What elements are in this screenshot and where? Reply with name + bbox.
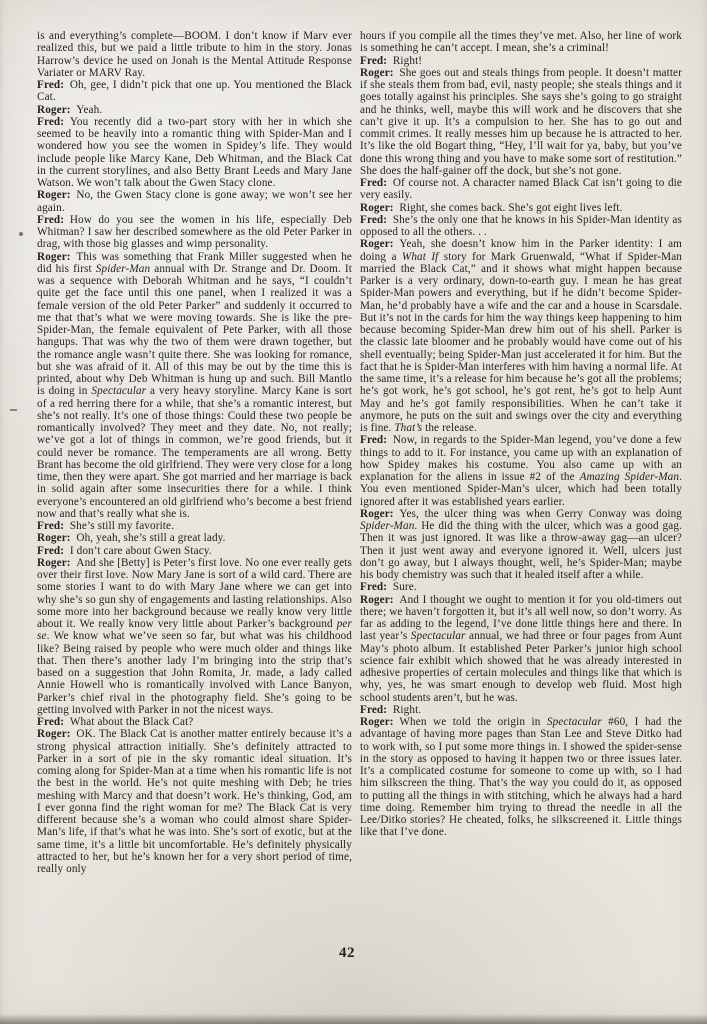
italic-title-text: What If (401, 250, 439, 263)
paragraph-text: I don’t care about Gwen Stacy. (69, 544, 212, 557)
interview-paragraph (37, 116, 352, 190)
paragraph-text: And I thought we ought to mention it for you old-timers out there; we haven’t forgotten it, but it’s all well now, so don’t worry. As far as adding to the legend, I’ve done little things here and there. In last year’s (360, 593, 682, 643)
paragraph-text: And she [Betty] is Peter’s first love. No one ever really gets over their first love. Now Mary Jane is sort of a wild card. There are some stories I want to do with Mary Jane where we can get into why she’s so gun shy of engagements and lasting relationships. Also some more into her background because we really know very little about it. We really know very little about Parker’s background (37, 556, 352, 630)
interview-paragraph (37, 79, 352, 104)
interview-paragraph (360, 177, 682, 202)
interview-paragraph (360, 30, 682, 55)
page-bottom-shadow (0, 1015, 707, 1024)
paragraph-text: Oh, gee, I didn’t pick that one up. You mentioned the Black Cat. (37, 79, 352, 104)
speaker-label: Roger: (360, 238, 394, 251)
speaker-label: Roger: (360, 593, 394, 606)
paragraph-text: How do you see the women in his life, especially Deb Whitman? I saw her described somewhere as the old Peter Parker in drag, with those big glasses and wimp personality. (37, 213, 352, 251)
interview-paragraph (37, 214, 352, 251)
speaker-label: Roger: (37, 103, 71, 116)
speaker-label: Roger: (37, 728, 71, 741)
paragraph-text: Sure. (392, 581, 417, 594)
paragraph-text: What about the Black Cat? (69, 716, 194, 728)
paragraph-text: the release. (422, 422, 477, 434)
interview-paragraph (360, 202, 682, 214)
italic-title-text: per se (37, 618, 352, 643)
paragraph-text: . He did the thing with the ulcer, which was a good gag. Then it was just ignored. It was like a throw-away gag—an ulcer? Then it just went away and everyone ignored it. Well, ulcers just don’t go away, but I always thought, well, he’s Spider-Man; maybe his body chemistry was such that it healed itself after a while. (360, 520, 682, 581)
paragraph-text: . You even mentioned Spider-Man’s ulcer, which had been totally ignored after it was established years earlier. (360, 471, 682, 508)
interview-paragraph (360, 704, 682, 716)
italic-title-text: Spider-Man (360, 520, 415, 532)
speaker-label: Fred: (37, 716, 65, 728)
paragraph-text: Now, in regards to the Spider-Man legend, you’ve done a few things to add to it. For instance, you came up with an explanation of how Spidey makes his costume. You also came up with an explanation for the aliens in issue #2 of the (360, 434, 682, 483)
speaker-label: Fred: (360, 177, 388, 189)
interview-paragraph (37, 520, 352, 532)
italic-title-text: Amazing Spider-Man (579, 471, 680, 483)
paragraph-text: #60, I had the advantage of having more pages than Stan Lee and Steve Ditko had to work with, so I put some more things in. I showed the spider-sense in the story as opposed to having it happen two or three issues later. It’s a complicated costume for someone to come up with, so I had him silkscreen the thing. That’s the way you could do it, as opposed to putting all the things in with stitching, which he always had a hard time doing. Remember him trying to thread the needle in all the Lee/Ditko stories? He cheated, folks, he silkscreened it. Little things like that I’ve done. (360, 716, 682, 839)
paragraph-text: Of course not. A character named Black Cat isn’t going to die very easily. (360, 177, 682, 202)
speaker-label: Roger: (37, 556, 71, 569)
italic-title-text: Spider-Man (95, 262, 151, 275)
paragraph-text: hours if you compile all the times they’ve met. Also, her line of work is something he can’t accept. I mean, she’s a criminal! (360, 30, 682, 55)
speaker-label: Roger: (360, 716, 394, 728)
paragraph-text: You recently did a two-part story with her in which she seemed to be heavily into a romantic thing with Spider-Man and I wondered how you see the women in Spidey’s life. They would include people like Marcy Kane, Deb Whitman, and the Black Cat in the current storylines, and also Betty Brant Leeds and Mary Jane Watson. We won’t talk about the Gwen Stacy clone. (37, 115, 352, 189)
paragraph-text: annual with Dr. Strange and Dr. Doom. It was a sequence with Deborah Whitman and he says, “I couldn’t quite get the face until this one panel, when I realized it was a female version of the old Peter Parker” and suddenly it occurred to me that that’s what we were moving towards. She is like the pre-Spider-Man, the female equivalent of Pete Parker, with all those hangups. That was why the two of them were drawn together, but the romance angle wasn’t quite there. She was looking for romance, but she was afraid of it. All of this may be out by the time this is printed, about why Deb Whitman is hung up and such. Bill Mantlo is doing in (37, 262, 352, 398)
paragraph-text: story for Mark Gruenwald, “What if Spider-Man married the Black Cat,” and it shows what might happen because Parker is a very ordinary, down-to-earth guy. I mean he has great Spider-Man powers and everything, but if he didn’t become Spider-Man, he’d probably have a wife and the car and a house in Scarsdale. But it’s not in the cards for him the way things keep happening to him because becoming Spider-Man drew him out of his shell. Parker is the classic late bloomer and he probably would have come out of his shell eventually; being Spider-Man just accelerated it for him. But the fact that he is Spider-Man interferes with him having a normal life. At the same time, it’s a release for him because he’s got all the problems; he’s got work, he’s got school, he’s got rent, he’s got to help Aunt May and he’s got family responsibilities. When he can’t take it anymore, he puts on the suit and swings over the city and everything is fine. (360, 250, 682, 434)
speaker-label: Fred: (360, 54, 388, 67)
speaker-label: Fred: (360, 213, 388, 226)
speaker-label: Roger: (37, 250, 71, 263)
speaker-label: Fred: (37, 79, 65, 91)
speaker-label: Fred: (37, 115, 65, 128)
paragraph-text: annual, we had three or four pages from Aunt May’s photo album. It established Peter Parker’s junior high school science fair exhibit which showed that he was already interested in adhesive properties of certain molecules and things like that which is why, yes, he was smart enough to develop web fluid. Most high school students aren’t, but he was. (360, 630, 682, 704)
scan-speck (10, 409, 17, 411)
paragraph-text: a very heavy storyline. Marcy Kane is sort of a red herring there for a while, that she’s a romantic interest, but she’s not really. It’s one of those things: Could these two people be romantically involved? They meet and they date. No, not really; we’ve got a lot of things in common, we’re good friends, but it could never be romance. The temperaments are all wrong. Betty Brant has become the old girlfriend. They were very close for a long time, then they were apart. She got married and her marriage is back in solid again after some insecurities there for a while. I think everyone’s encountered an old girlfriend who’s become a best friend now and that’s really what she is. (37, 385, 352, 520)
interview-paragraph (37, 728, 352, 875)
italic-title-text: Spectacular (410, 630, 466, 643)
interview-paragraph (37, 716, 352, 728)
speaker-label: Roger: (360, 507, 394, 520)
paragraph-text: Yeah. (76, 103, 103, 116)
paragraph-text: She goes out and steals things from people. It doesn’t matter if she steals them from bad, evil, nasty people; she steals things and it goes totally against his principles. She says she’s going to go straight and he thinks, well, maybe this will work and he discovers that she can’t give it up. It’s a compulsion to her. She has to go out and commit crimes. It really messes him up because he is attracted to her. It’s like the old Bogart thing, “Hey, I’ll wait for ya, baby, but you’ve done this wrong thing and you have to make some sort of restitution.” She does the half-gainer off the dock, but she’s not gone. (360, 66, 682, 177)
paragraph-text: Yeah, she doesn’t know him in the Parker identity: I am doing a (360, 238, 682, 263)
interview-paragraph (360, 67, 682, 177)
speaker-label: Fred: (37, 520, 65, 532)
speaker-label: Fred: (360, 581, 388, 594)
paragraph-text: is and everything’s complete—BOOM. I don’t know if Marv ever realized this, but we paid a little tribute to him in the story. Jonas Harrow’s device he used on Jonah is the Mental Attitude Response Variater or MARV Ray. (37, 30, 352, 79)
scan-speck (19, 232, 23, 236)
speaker-label: Fred: (360, 434, 388, 447)
interview-paragraph (360, 594, 682, 704)
interview-paragraph (360, 508, 682, 582)
interview-paragraph (37, 251, 352, 521)
paragraph-text: . We know what we’ve seen so far, but what was his childhood like? Being raised by people who were much older and things like that. Then there’s another lady I’m bringing into the strip that’s based on a suggestion that John Romita, Jr. made, a lady called Annie Howell who is romantically involved with Lance Banyon, Parker’s chief rival in the photography field. She’s going to be getting involved with Parker in not the nicest ways. (37, 630, 352, 716)
paragraph-text: Yes, the ulcer thing was when Gerry Conway was doing (399, 507, 682, 520)
interview-paragraph (360, 581, 682, 593)
right-column (360, 30, 682, 875)
interview-paragraph (360, 55, 682, 67)
page-number: 42 (339, 945, 355, 961)
italic-title-text: Spectacular (546, 716, 602, 728)
interview-paragraph (360, 238, 682, 434)
italic-title-text: Spectacular (91, 385, 147, 398)
interview-paragraph (37, 532, 352, 544)
interview-paragraph (37, 557, 352, 716)
speaker-label: Roger: (360, 201, 394, 214)
paragraph-text: When we told the origin in (399, 716, 547, 728)
interview-paragraph (37, 30, 352, 79)
paragraph-text: She’s the only one that he knows in his Spider-Man identity as opposed to all the others. . . (360, 213, 682, 238)
paragraph-text: She’s still my favorite. (69, 520, 175, 532)
paragraph-text: OK. The Black Cat is another matter entirely because it’s a strong physical attraction initially. She’s definitely attracted to Parker in a sort of pie in the sky romantic ideal situation. It’s coming along for Spider-Man at a time when his romantic life is not the best in the world. He’s not quite meshing with Deb; he tries meshing with Marcy and that doesn’t work. He’s thinking, God, am I ever gonna find the right woman for me? The Black Cat is very different because she’s a woman who could almost share Spider-Man’s life, if that’s what he was into. She’s sort of exotic, but at the same time, it’s a little bit uncomfortable. He’s definitely physically attracted to her, but he’s known her for a very short period of time, really only (37, 728, 352, 875)
paragraph-text: Right, she comes back. She’s got eight lives left. (399, 201, 623, 214)
left-column (37, 30, 352, 875)
interview-paragraph (360, 716, 682, 839)
speaker-label: Roger: (360, 66, 394, 79)
speaker-label: Roger: (37, 532, 71, 545)
interview-paragraph (37, 189, 352, 214)
speaker-label: Roger: (37, 189, 71, 202)
speaker-label: Fred: (37, 544, 65, 557)
paragraph-text: Right. (392, 703, 422, 716)
interview-paragraph (37, 545, 352, 557)
paragraph-text: This was something that Frank Miller suggested when he did his first (37, 250, 352, 275)
interview-paragraph (360, 214, 682, 239)
paragraph-text: Oh, yeah, she’s still a great lady. (76, 532, 226, 545)
paragraph-text: Right! (392, 54, 423, 67)
speaker-label: Fred: (360, 703, 388, 716)
interview-paragraph (360, 434, 682, 508)
paragraph-text: No, the Gwen Stacy clone is gone away; we won’t see her again. (37, 189, 352, 214)
interview-paragraph (37, 104, 352, 116)
italic-title-text: That’s (394, 422, 423, 434)
speaker-label: Fred: (37, 213, 65, 226)
